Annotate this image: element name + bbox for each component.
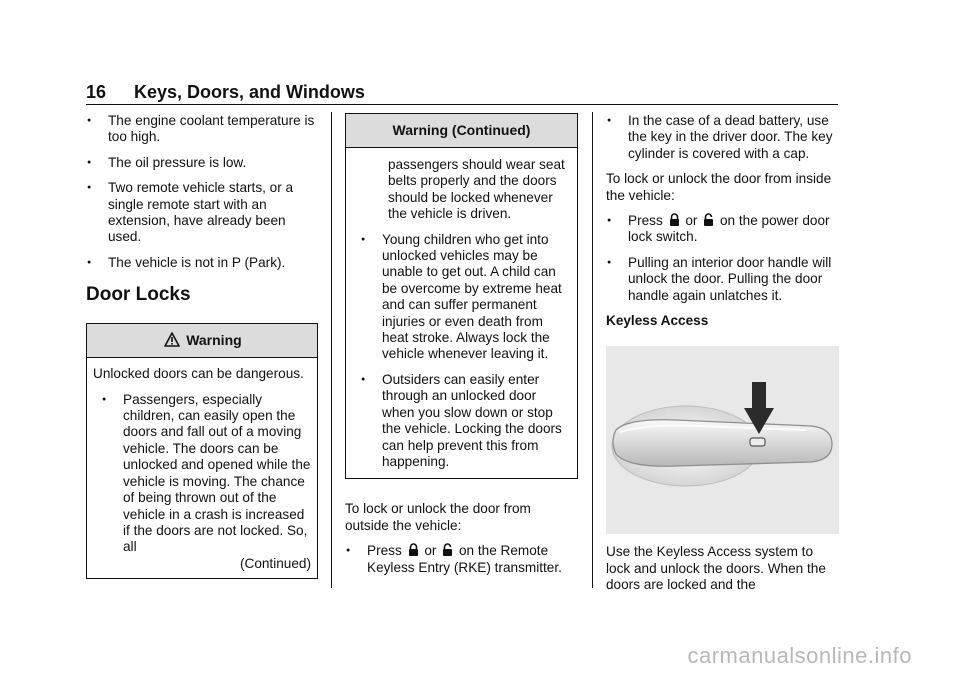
chapter-title: Keys, Doors, and Windows (134, 82, 365, 102)
list-item (86, 113, 318, 146)
column-divider (592, 112, 593, 588)
press-word: Press (367, 543, 402, 559)
warning-header: Warning (Continued) (346, 114, 577, 148)
warning-triangle-icon (164, 332, 180, 347)
bullet-text (628, 213, 838, 246)
lock-button (750, 438, 765, 446)
warning-body (346, 148, 577, 478)
column-3 (606, 113, 838, 603)
bullet-glyph: ● (87, 117, 92, 124)
list-item (86, 255, 318, 271)
inside-intro: To lock or unlock the door from inside the vehicle: (606, 171, 832, 203)
or-word: or (685, 213, 698, 229)
list-item (86, 180, 318, 246)
continued-label: (Continued) (239, 555, 311, 571)
watermark: carmanualsonline.info (687, 642, 912, 668)
bullet-glyph: ● (87, 184, 92, 192)
warning-lead: Unlocked doors can be dangerous. (93, 366, 304, 382)
section-title: Door Locks (86, 284, 191, 306)
warning-continued-text: passengers should wear seat belts properly and the doors should be locked whenever the vehicle is driven. (388, 157, 565, 222)
bullet-glyph: ● (361, 375, 366, 383)
bullet-text: Young children who get into unlocked vehicles may be unable to get out. A child can be overcome by extreme heat and can suffer permanent injuries or even death from heat stroke. Always lock the vehicle whenever leaving it. (382, 231, 562, 362)
warning-body (87, 358, 317, 578)
unlock-icon (703, 213, 714, 227)
bullet-text: Outsiders can easily enter through an unlocked door when you slow down or stop the vehicle. Locking the doors can help prevent this from happening. (382, 371, 562, 469)
bullet-glyph: ● (102, 395, 107, 403)
bullet-text: Two remote vehicle starts, or a single remote start with an extension, have already been used. (108, 180, 294, 245)
bullet-glyph: ● (87, 258, 92, 266)
bullet-glyph: ● (87, 158, 92, 166)
bullet-glyph: ● (607, 258, 612, 266)
list-item (93, 392, 311, 556)
bullet-text: The oil pressure is low. (108, 154, 247, 170)
list-item (345, 543, 578, 576)
list-item (606, 255, 838, 304)
list-item (352, 372, 571, 470)
bullet-rest: on the power door lock switch. (628, 213, 830, 245)
bullet-text: In the case of a dead battery, use the key in the driver door. The key cylinder is covered with a cap. (628, 113, 833, 161)
list-item (606, 113, 838, 162)
bullet-glyph: ● (607, 117, 612, 124)
bullet-text: The engine coolant temperature is too high. (108, 113, 315, 145)
keyless-text: Use the Keyless Access system to lock and unlock the doors. When the doors are locked and the (606, 544, 826, 593)
page-header (86, 84, 838, 102)
list-item (352, 232, 571, 363)
bullet-text (367, 543, 578, 576)
column-2 (345, 113, 578, 585)
lock-icon (669, 213, 680, 227)
bullet-text: The vehicle is not in P (Park). (108, 254, 286, 270)
warning-box (86, 323, 318, 579)
column-divider (331, 112, 332, 588)
bullet-rest: on the Remote Keyless Entry (RKE) transmitter. (367, 543, 562, 575)
bullet-glyph: ● (361, 235, 366, 243)
lock-icon (408, 543, 419, 557)
list-item (606, 213, 838, 246)
unlock-icon (442, 543, 453, 557)
bullet-glyph: ● (607, 217, 612, 225)
warning-box-continued (345, 113, 578, 479)
list-item (86, 155, 318, 171)
press-word: Press (628, 213, 663, 229)
column-1 (86, 113, 318, 579)
warning-title: Warning (186, 332, 242, 349)
bullet-text: Passengers, especially children, can easily open the doors and fall out of a moving vehicle. The doors can be unlocked and opened while the vehicle is moving. The chance of being thrown out of the vehicle in a crash is increased if the doors are not locked. So, all (123, 391, 311, 555)
or-word: or (424, 543, 437, 559)
header-rule (86, 104, 838, 105)
outside-intro: To lock or unlock the door from outside the vehicle: (345, 501, 531, 533)
subheading: Keyless Access (606, 313, 709, 329)
page-number: 16 (86, 82, 107, 102)
warning-header (87, 324, 317, 358)
bullet-glyph: ● (346, 547, 351, 555)
door-handle-drawing (606, 346, 839, 534)
door-handle-illustration (606, 346, 839, 534)
bullet-text: Pulling an interior door handle will unlock the door. Pulling the door handle again unlatches it. (628, 254, 832, 303)
